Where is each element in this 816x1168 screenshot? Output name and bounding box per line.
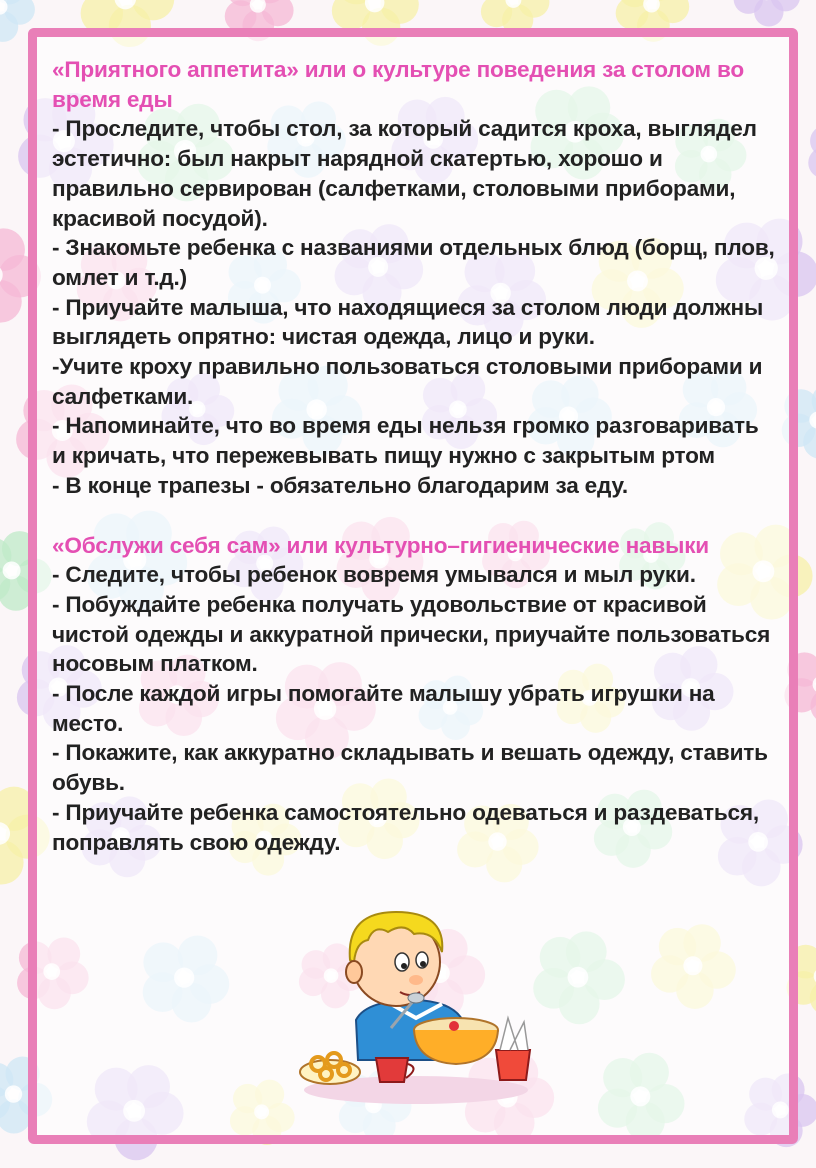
section-1-item: - В конце трапезы - обязательно благодарим за еду. (52, 472, 628, 498)
boy-eating-illustration (296, 900, 536, 1110)
section-2-heading: «Обслужи себя сам» или культурно–гигиенические навыки (52, 532, 709, 558)
section-1-item: - Приучайте малыша, что находящиеся за столом люди должны выглядеть опрятно: чистая одежда, лицо и руки. (52, 294, 764, 350)
section-2-item: - Следите, чтобы ребенок вовремя умывался и мыл руки. (52, 562, 696, 588)
section-1-item: - Знакомьте ребенка с названиями отдельных блюд (борщ, плов, омлет и т.д.) (52, 235, 775, 290)
section-2-item: - Приучайте ребенка самостоятельно одеваться и раздеваться, поправлять свою одежду. (52, 799, 759, 855)
section-1-item: - Напоминайте, что во время еды нельзя громко разговаривать и кричать, что пережевывать пищу нужно с закрытым ртом (52, 413, 759, 469)
section-1-heading: «Приятного аппетита» или о культуре поведения за столом во время еды (52, 57, 744, 112)
section-2-item: - Побуждайте ребенка получать удовольствие от красивой чистой одежды и аккуратной прически, приучайте пользоваться носовым платком. (52, 591, 771, 677)
section-2-item: - Покажите, как аккуратно складывать и вешать одежду, ставить обувь. (52, 740, 768, 796)
flower-decoration (734, 0, 800, 27)
section-spacer (52, 501, 777, 531)
article (52, 55, 777, 857)
section-1-item: -Учите кроху правильно пользоваться столовыми приборами и салфетками. (52, 354, 763, 409)
flower-decoration (808, 119, 816, 189)
section-2-item: - После каждой игры помогайте малышу убрать игрушки на место. (52, 681, 715, 736)
section-1-item: - Проследите, чтобы стол, за который садится кроха, выглядел эстетично: был накрыт нарядной скатертью, хорошо и правильно сервирован (салфетками, столовыми приборами, красивой посудой). (52, 116, 757, 231)
